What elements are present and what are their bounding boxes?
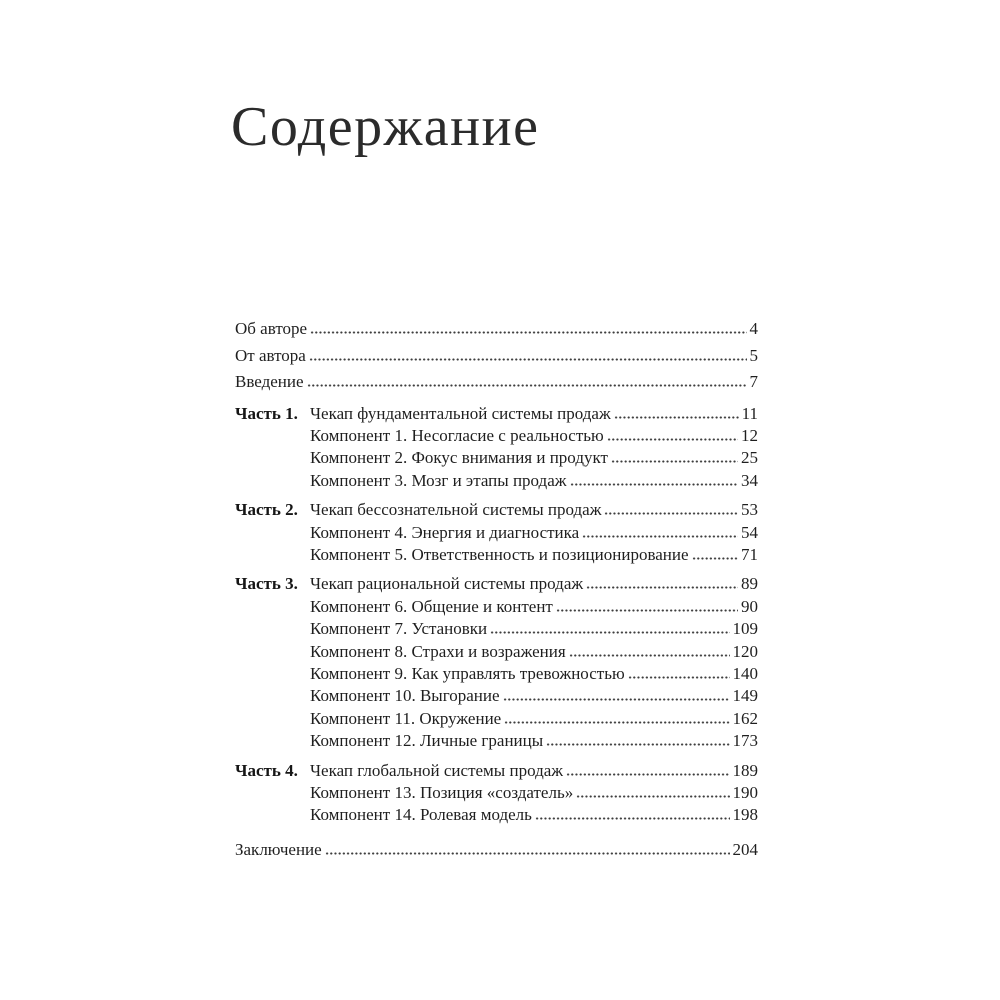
dot-leader-icon bbox=[607, 438, 738, 441]
toc-entry-page: 189 bbox=[732, 760, 758, 780]
toc-part-section bbox=[235, 760, 758, 827]
toc-entry-title: Об авторе bbox=[235, 319, 308, 338]
toc-row bbox=[235, 837, 758, 864]
toc-front-matter bbox=[235, 316, 758, 396]
toc-row bbox=[235, 730, 758, 752]
dot-leader-icon bbox=[576, 795, 729, 798]
toc-part-section bbox=[235, 499, 758, 566]
toc-entry-page: 140 bbox=[732, 663, 758, 683]
toc-entry-title: Компонент 12. Личные границы bbox=[310, 731, 544, 751]
dot-leader-icon bbox=[546, 743, 729, 746]
dot-leader-icon bbox=[504, 721, 729, 724]
toc-part-number: Часть 1. bbox=[235, 403, 298, 423]
toc-part-number: Часть 2. bbox=[235, 500, 298, 520]
toc-entry-page: 190 bbox=[732, 783, 758, 802]
toc-entry-title: Компонент 14. Ролевая модель bbox=[310, 805, 532, 825]
toc-entry-page: 71 bbox=[741, 544, 758, 564]
toc-row bbox=[235, 663, 758, 685]
toc-row bbox=[235, 804, 758, 826]
page-title: Содержание bbox=[231, 96, 540, 158]
dot-leader-icon bbox=[570, 483, 739, 486]
dot-leader-icon bbox=[582, 535, 738, 538]
toc-entry-page: 53 bbox=[741, 500, 758, 520]
dot-leader-icon bbox=[586, 586, 738, 589]
toc-entry-page: 12 bbox=[741, 425, 758, 445]
toc-entry-title: Компонент 4. Энергия и диагностика bbox=[310, 522, 580, 542]
dot-leader-icon bbox=[611, 460, 738, 463]
dot-leader-icon bbox=[307, 384, 747, 387]
toc-entry-page: 54 bbox=[741, 522, 758, 542]
toc-row bbox=[235, 316, 758, 343]
toc-entry-title: Компонент 9. Как управлять тревожностью bbox=[310, 663, 625, 683]
dot-leader-icon bbox=[325, 852, 730, 855]
toc-entry-page: 90 bbox=[741, 596, 758, 616]
toc-row bbox=[235, 641, 758, 663]
toc-entry-title: Компонент 7. Установки bbox=[310, 619, 488, 639]
toc-part-section bbox=[235, 403, 758, 493]
toc-entry-page: 204 bbox=[732, 839, 758, 859]
toc-entry-page: 11 bbox=[741, 403, 758, 423]
toc-entry-title: Чекап фундаментальной системы продаж bbox=[310, 403, 611, 423]
toc-entry-title: Компонент 11. Окружение bbox=[310, 708, 502, 728]
dot-leader-icon bbox=[503, 698, 730, 701]
toc-entry-title: От автора bbox=[235, 345, 306, 365]
toc-part-section bbox=[235, 573, 758, 752]
toc-entry-title: Компонент 10. Выгорание bbox=[310, 686, 500, 706]
toc-entry-title: Компонент 5. Ответственность и позиционирование bbox=[310, 544, 689, 564]
toc-entry-title: Чекап глобальной системы продаж bbox=[310, 760, 564, 780]
toc-row bbox=[235, 447, 758, 469]
toc-back-matter bbox=[235, 837, 758, 864]
toc-entry-page: 162 bbox=[732, 708, 758, 728]
dot-leader-icon bbox=[566, 773, 729, 776]
toc-row bbox=[235, 522, 758, 544]
dot-leader-icon bbox=[692, 557, 738, 560]
toc-row bbox=[235, 618, 758, 640]
dot-leader-icon bbox=[490, 631, 729, 634]
toc-row bbox=[235, 544, 758, 566]
toc-row bbox=[235, 403, 758, 425]
toc-row bbox=[235, 760, 758, 782]
dot-leader-icon bbox=[569, 654, 730, 657]
dot-leader-icon bbox=[310, 331, 746, 334]
dot-leader-icon bbox=[309, 358, 747, 361]
toc-part-number: Часть 3. bbox=[235, 574, 298, 594]
dot-leader-icon bbox=[614, 416, 739, 419]
toc-row bbox=[235, 470, 758, 492]
toc-row bbox=[235, 685, 758, 707]
toc-row bbox=[235, 596, 758, 618]
toc-entry-page: 198 bbox=[732, 805, 758, 825]
toc-entry-page: 149 bbox=[732, 686, 758, 706]
toc-entry-page: 109 bbox=[732, 619, 758, 639]
toc-entry-page: 89 bbox=[741, 574, 758, 594]
toc-row bbox=[235, 573, 758, 595]
toc-entry-title: Компонент 1. Несогласие с реальностью bbox=[310, 425, 604, 445]
toc-row bbox=[235, 708, 758, 730]
toc-entry-page: 120 bbox=[732, 641, 758, 661]
toc-entry-page: 173 bbox=[732, 731, 758, 751]
toc-row bbox=[235, 782, 758, 804]
dot-leader-icon bbox=[604, 512, 738, 515]
toc-entry-title: Компонент 6. Общение и контент bbox=[310, 596, 553, 616]
toc-entry-title: Чекап рациональной системы продаж bbox=[310, 574, 584, 594]
toc-entry-title: Компонент 13. Позиция «создатель» bbox=[310, 783, 574, 802]
toc-part-number: Часть 4. bbox=[235, 760, 298, 780]
toc-entry-title: Введение bbox=[235, 372, 304, 391]
toc-row bbox=[235, 425, 758, 447]
toc-entry-page: 5 bbox=[749, 345, 758, 365]
toc-entry-page: 4 bbox=[749, 319, 758, 338]
toc-entry-title: Компонент 2. Фокус внимания и продукт bbox=[310, 448, 608, 468]
toc-entry-page: 7 bbox=[749, 372, 758, 391]
toc-row bbox=[235, 369, 758, 396]
toc-entry-page: 34 bbox=[741, 470, 758, 490]
toc-entry-title: Заключение bbox=[235, 839, 322, 859]
toc-row bbox=[235, 499, 758, 521]
dot-leader-icon bbox=[535, 817, 730, 820]
table-of-contents bbox=[235, 316, 758, 863]
dot-leader-icon bbox=[556, 609, 738, 612]
dot-leader-icon bbox=[628, 676, 730, 679]
toc-row bbox=[235, 343, 758, 370]
toc-entry-page: 25 bbox=[741, 448, 758, 468]
toc-entry-title: Компонент 3. Мозг и этапы продаж bbox=[310, 470, 567, 490]
toc-entry-title: Компонент 8. Страхи и возражения bbox=[310, 641, 566, 661]
toc-entry-title: Чекап бессознательной системы продаж bbox=[310, 500, 602, 520]
